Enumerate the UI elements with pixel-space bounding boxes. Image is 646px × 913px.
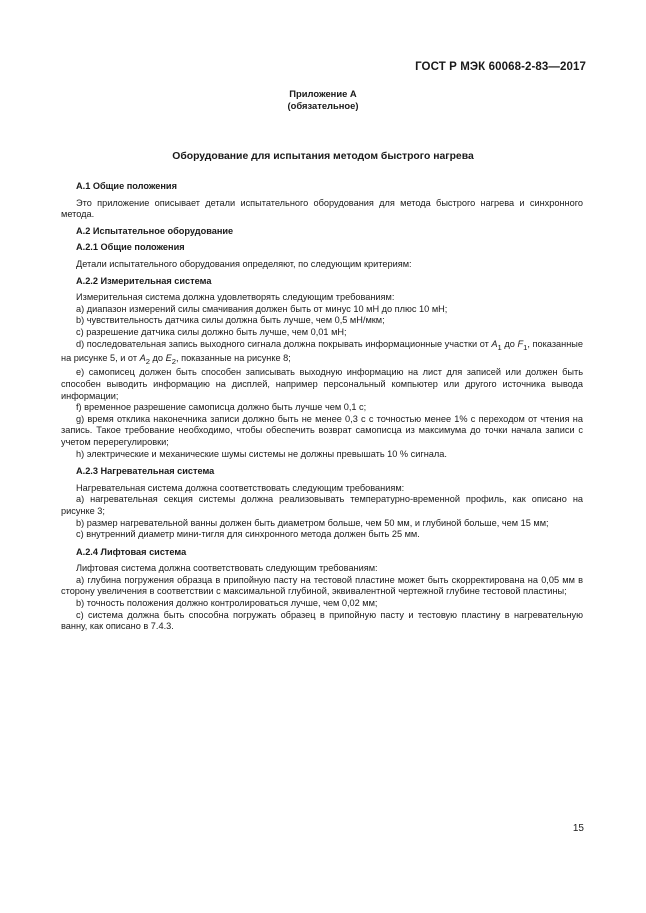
list-item-a24-b: b) точность положения должно контролироваться лучше, чем 0,02 мм;: [76, 598, 378, 609]
list-item-a22-c: с) разрешение датчика силы должно быть лучше, чем 0,01 мН;: [76, 326, 347, 337]
section-heading-a24: А.2.4 Лифтовая система: [76, 546, 187, 557]
paragraph-a24-intro: Лифтовая система должна соответствовать следующим требованиям:: [76, 563, 378, 574]
paragraph-a21: Детали испытательного оборудования определяют, по следующим критериям:: [76, 258, 412, 269]
list-item-a23-b: b) размер нагревательной ванны должен быть диаметром больше, чем 50 мм, и глубиной больше, чем 15 мм;: [76, 517, 549, 528]
list-item-a22-a: а) диапазон измерений силы смачивания должен быть от минус 10 мН до плюс 10 мН;: [76, 303, 448, 314]
list-item-a22-d: d) последовательная запись выходного сигнала должна покрывать информационные участки от $A_1$ до $F_1$, показанные на рисунке 5, и от $A_2$ до $E_2$, показанные на рисунке 8;: [61, 338, 583, 366]
section-heading-a22: А.2.2 Измерительная система: [76, 275, 212, 286]
appendix-heading: [0, 88, 646, 112]
page-number: 15: [572, 823, 584, 834]
page-title: Оборудование для испытания методом быстрого нагрева: [172, 151, 474, 162]
list-item-a24-c: с) система должна быть способна погружать образец в припойную пасту и тестовую пластину в нагревательную ванну, как описано в 7.4.3.: [61, 609, 583, 632]
list-item-a22-b: b) чувствительность датчика силы должна быть лучше, чем 0,5 мН/мкм;: [76, 315, 385, 326]
list-item-a23-c: с) внутренний диаметр мини-тигля для синхронного метода должен быть 25 мм.: [76, 529, 420, 540]
list-item-a22-h: h) электрические и механические шумы системы не должны превышать 10 % сигнала.: [76, 448, 447, 459]
appendix-title: Приложение А: [289, 88, 357, 99]
document-id: ГОСТ Р МЭК 60068-2-83—2017: [415, 61, 586, 73]
list-item-a22-g: g) время отклика наконечника записи должно быть не менее 0,3 с с точностью менее 1% с переходом от чтения на запись. Такое требование необходимо, чтобы обеспечить возврат самописца из максимума до точки начала записи с учетом перерегулировки;: [61, 413, 583, 447]
list-item-a22-f: f) временное разрешение самописца должно быть лучше чем 0,1 с;: [76, 402, 367, 413]
list-item-a22-e: е) самописец должен быть способен записывать выходную информацию на лист для записей или должен быть способен выводить информацию на дисплей, например персональный компьютер или другого источника вывода информации;: [61, 367, 583, 401]
paragraph-a1: Это приложение описывает детали испытательного оборудования для метода быстрого нагрева и синхронного метода.: [61, 197, 583, 220]
list-item-a24-a: а) глубина погружения образца в припойную пасту на тестовой пластине может быть скорректирована на 0,05 мм в сторону увеличения в соответствии с максимальной глубиной, эквивалентной чертежной глубине тестовой пластины;: [61, 574, 583, 597]
document-body: [61, 181, 583, 633]
section-heading-a2: А.2 Испытательное оборудование: [76, 225, 234, 236]
appendix-status: (обязательное): [287, 100, 359, 111]
list-item-a23-a: а) нагревательная секция системы должна реализовывать температурно-временной профиль, как описано на рисунке 3;: [61, 494, 583, 516]
paragraph-a22-intro: Измерительная система должна удовлетворять следующим требованиям:: [76, 292, 395, 303]
section-heading-a1: А.1 Общие положения: [76, 181, 177, 191]
paragraph-a23-intro: Нагревательная система должна соответствовать следующим требованиям:: [76, 482, 405, 493]
section-heading-a23: А.2.3 Нагревательная система: [76, 466, 215, 477]
section-heading-a21: А.2.1 Общие положения: [76, 242, 185, 253]
